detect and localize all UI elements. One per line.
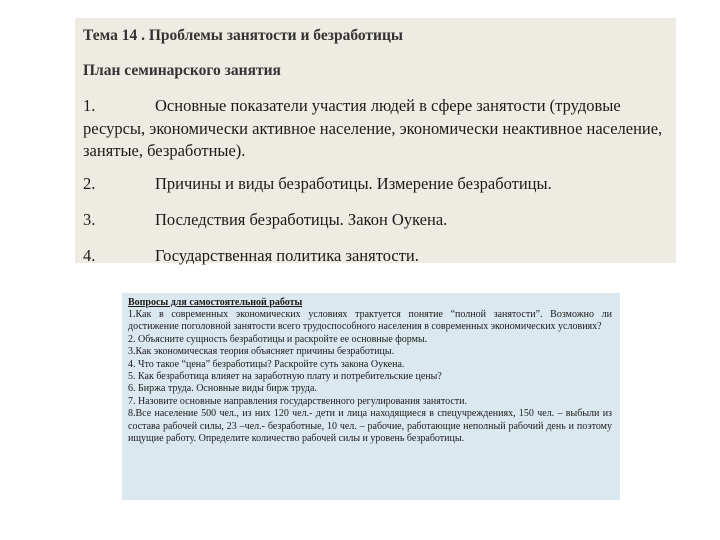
plan-item-number: 3.	[83, 210, 96, 229]
questions-heading: Вопросы для самостоятельной работы	[128, 297, 303, 308]
plan-item-2	[83, 173, 668, 196]
plan-item-3	[83, 209, 668, 232]
topic-title: Тема 14 . Проблемы занятости и безработицы	[83, 27, 403, 44]
plan-item-text: Основные показатели участия людей в сфере занятости (трудовые ресурсы, экономически активное население, экономически неактивное население, занятые, безработные).	[83, 96, 663, 160]
question-item: 7. Назовите основные направления государственного регулирования занятости.	[128, 395, 468, 407]
plan-item-number: 2.	[83, 174, 96, 193]
plan-item-text: Причины и виды безработицы. Измерение безработицы.	[155, 174, 552, 193]
question-item: 6. Биржа труда. Основные виды бирж труда.	[128, 383, 317, 395]
plan-item-4	[83, 245, 668, 268]
plan-item-number: 1.	[83, 96, 96, 115]
plan-title: План семинарского занятия	[83, 62, 281, 79]
question-item: 1.Как в современных экономических условиях трактуется понятие “полной занятости”. Возможно ли достижение поголовной занятости всего трудоспособного населения в современных экономических условиях?	[128, 309, 612, 333]
question-item: 5. Как безработица влияет на заработную плату и потребительские цены?	[128, 371, 442, 383]
question-item: 3.Как экономическая теория объясняет причины безработицы.	[128, 346, 395, 358]
question-item: 4. Что такое “цена” безработицы? Раскройте суть закона Оукена.	[128, 358, 405, 370]
self-study-questions-panel	[122, 293, 620, 500]
plan-item-1	[83, 95, 668, 163]
question-item: 8.Все население 500 чел., из них 120 чел.- дети и лица находящиеся в спецучреждениях, 150 чел. – выбыли из состава рабочей силы, 23 –чел.- безработные, 10 чел. – рабочие, работающие неполный рабочий день и поэтому ищущие работу. Определите количество рабочей силы и уровень безработицы.	[128, 408, 612, 445]
question-item: 2. Объясните сущность безработицы и раскройте ее основные формы.	[128, 333, 428, 345]
seminar-plan-panel	[75, 18, 676, 263]
plan-item-text: Последствия безработицы. Закон Оукена.	[155, 210, 448, 229]
plan-item-number: 4.	[83, 246, 96, 265]
plan-item-text: Государственная политика занятости.	[155, 246, 419, 265]
